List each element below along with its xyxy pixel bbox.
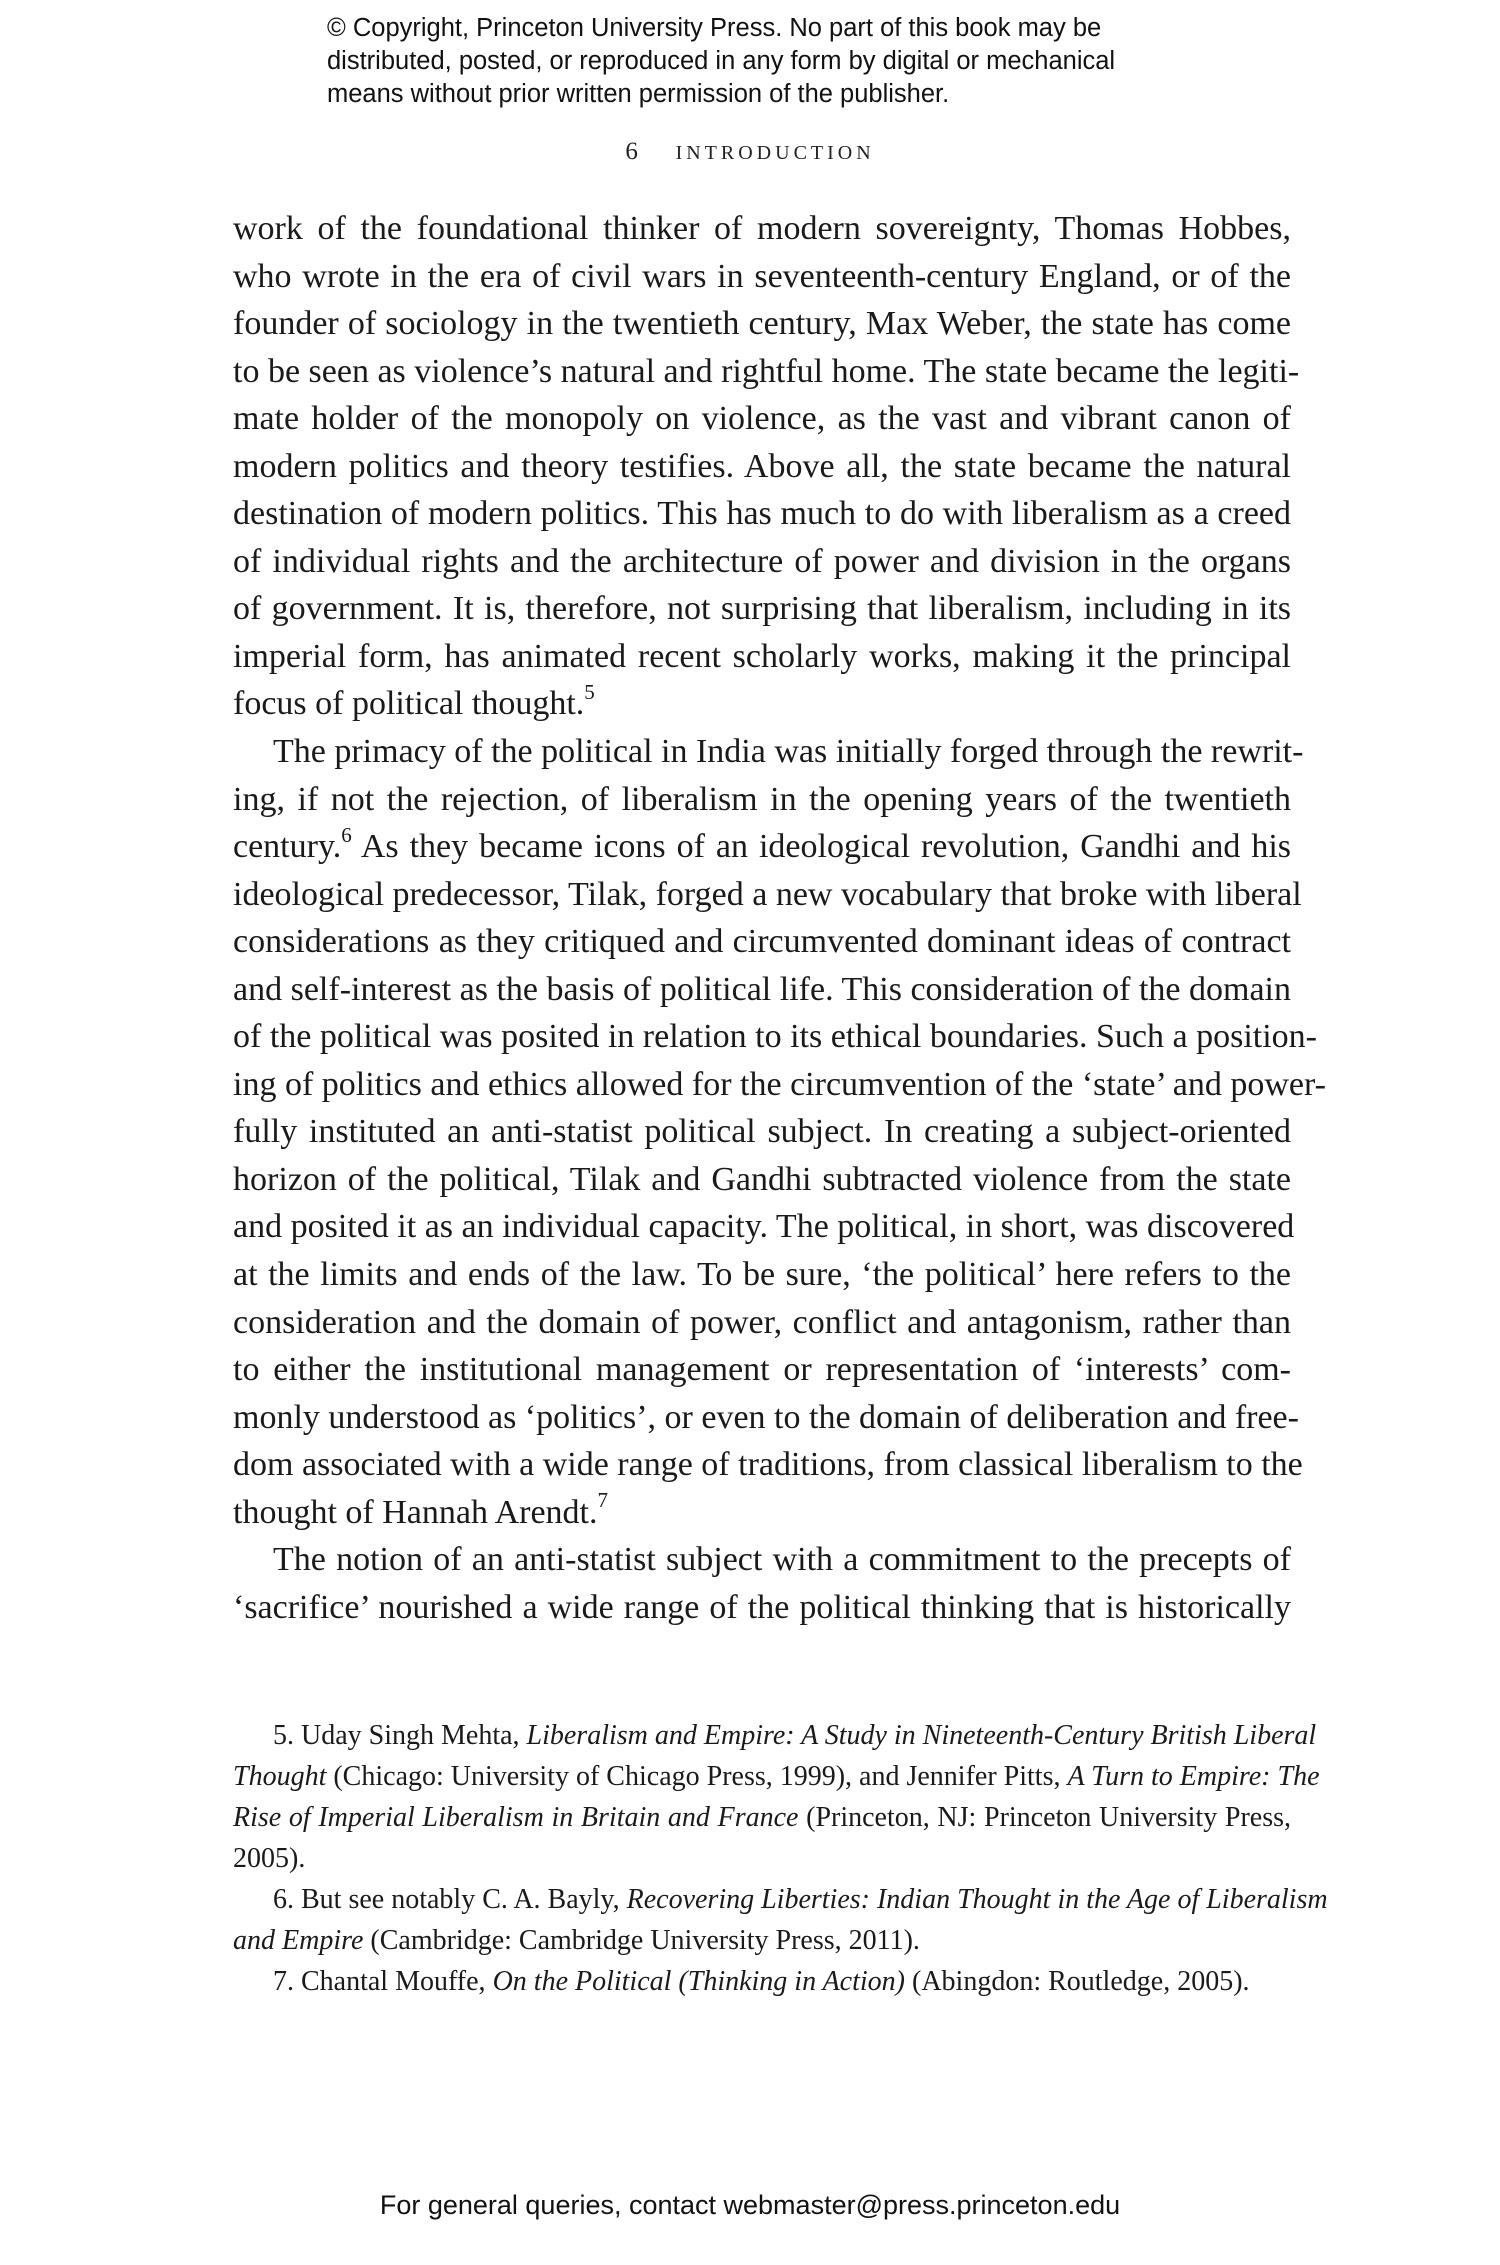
footnote-5-line: 2005). [233,1843,306,1874]
footnote-title: and Empire [233,1925,364,1956]
body-line: of government. It is, therefore, not surprising that liberalism, including in its [233,590,1291,628]
footnote-ref-5[interactable]: 5 [584,680,595,705]
body-line: consideration and the domain of power, conflict and antagonism, rather than [233,1303,1291,1341]
body-line: who wrote in the era of civil wars in seventeenth-century England, or of the [233,257,1291,295]
body-line: imperial form, has animated recent scholarly works, making it the principal [233,637,1291,675]
body-line-text: century. [233,828,342,866]
footnote-title: A Turn to Empire: The [1067,1761,1320,1792]
body-line: ing of politics and ethics allowed for the circumvention of the ‘state’ and power- [233,1065,1326,1103]
body-line [233,1489,1291,1537]
footnote-text: 5. Uday Singh Mehta, [273,1720,527,1751]
body-line: at the limits and ends of the law. To be sure, ‘the political’ here refers to the [233,1256,1291,1294]
copyright-notice [327,12,1227,111]
body-line: and posited it as an individual capacity. The political, in short, was discovered [233,1208,1295,1246]
footnote-title: Liberalism and Empire: A Study in Nineteenth-Century British Liberal [526,1720,1317,1751]
footnote-text: (Chicago: University of Chicago Press, 1999), and Jennifer Pitts, [326,1761,1068,1792]
body-line: dom associated with a wide range of traditions, from classical liberalism to the [233,1446,1303,1484]
body-line: ing, if not the rejection, of liberalism in the opening years of the twentieth [233,780,1291,818]
body-line: The primacy of the political in India was initially forged through the rewrit- [273,733,1304,771]
body-line: modern politics and theory testifies. Above all, the state became the natural [233,447,1291,485]
footnote-ref-6[interactable]: 6 [341,822,352,847]
footnote-title: Rise of Imperial Liberalism in Britain and France [233,1802,799,1833]
body-line-text: thought of Hannah Arendt. [233,1493,598,1531]
body-line: work of the foundational thinker of modern sovereignty, Thomas Hobbes, [233,210,1291,247]
body-text [233,205,1326,1631]
footnote-text: 6. But see notably C. A. Bayly, [273,1884,627,1915]
body-line: to be seen as violence’s natural and rightful home. The state became the legiti- [233,352,1300,390]
footnote-6-line [233,1920,1291,1961]
footnote-5-line [233,1797,1291,1838]
body-line [233,823,1291,871]
body-line: horizon of the political, Tilak and Gandhi subtracted violence from the state [233,1160,1291,1198]
footnote-text: (Cambridge: Cambridge University Press, 2011). [363,1925,920,1956]
footer-contact: For general queries, contact webmaster@press.princeton.edu [379,2190,1121,2220]
footnotes [233,1715,1328,2002]
copyright-line: © Copyright, Princeton University Press. No part of this book may be [327,14,1102,42]
body-line: and self-interest as the basis of political life. This consideration of the domain [233,970,1291,1008]
body-line-text: focus of political thought. [233,685,585,723]
body-line: of individual rights and the architecture of power and division in the organs [233,542,1291,580]
body-line-text: As they became icons of an ideological revolution, Gandhi and his [360,828,1291,866]
footnote-text: (Princeton, NJ: Princeton University Press, [798,1802,1291,1833]
running-title: INTRODUCTION [675,142,875,164]
footnote-ref-7[interactable]: 7 [597,1488,608,1513]
body-line: founder of sociology in the twentieth century, Max Weber, the state has come [233,305,1291,343]
body-line: of the political was posited in relation to its ethical boundaries. Such a position- [233,1018,1317,1056]
copyright-line: distributed, posted, or reproduced in any form by digital or mechanical [327,47,1116,75]
footnote-text: (Abingdon: Routledge, 2005). [905,1966,1250,1997]
body-line: destination of modern politics. This has much to do with liberalism as a creed [233,495,1291,533]
running-head [0,138,1500,166]
footnote-text: 7. Chantal Mouffe, [273,1966,493,1997]
body-line: The notion of an anti-statist subject with a commitment to the precepts of [273,1541,1291,1579]
body-line: monly understood as ‘politics’, or even to the domain of deliberation and free- [233,1398,1299,1436]
footnote-5 [233,1715,1317,1756]
footnote-title: Thought [233,1761,327,1792]
page-number: 6 [625,138,638,165]
body-line: fully instituted an anti-statist political subject. In creating a subject-oriented [233,1113,1291,1151]
copyright-line: means without prior written permission of the publisher. [327,80,950,108]
body-line: to either the institutional management or representation of ‘interests’ com- [233,1351,1291,1389]
body-line: considerations as they critiqued and circumvented dominant ideas of contract [233,923,1291,961]
footnote-6 [233,1879,1328,1920]
body-line: mate holder of the monopoly on violence, as the vast and vibrant canon of [233,400,1291,438]
footnote-title: Recovering Liberties: Indian Thought in the Age of Liberalism [626,1884,1328,1915]
footnote-7 [233,1961,1291,2002]
body-line: ideological predecessor, Tilak, forged a new vocabulary that broke with liberal [233,875,1302,913]
body-line: ‘sacrifice’ nourished a wide range of the political thinking that is historically [233,1588,1291,1626]
body-line [233,680,1291,728]
footnote-5-line [233,1756,1320,1797]
footnote-title: On the Political (Thinking in Action) [492,1966,905,1997]
